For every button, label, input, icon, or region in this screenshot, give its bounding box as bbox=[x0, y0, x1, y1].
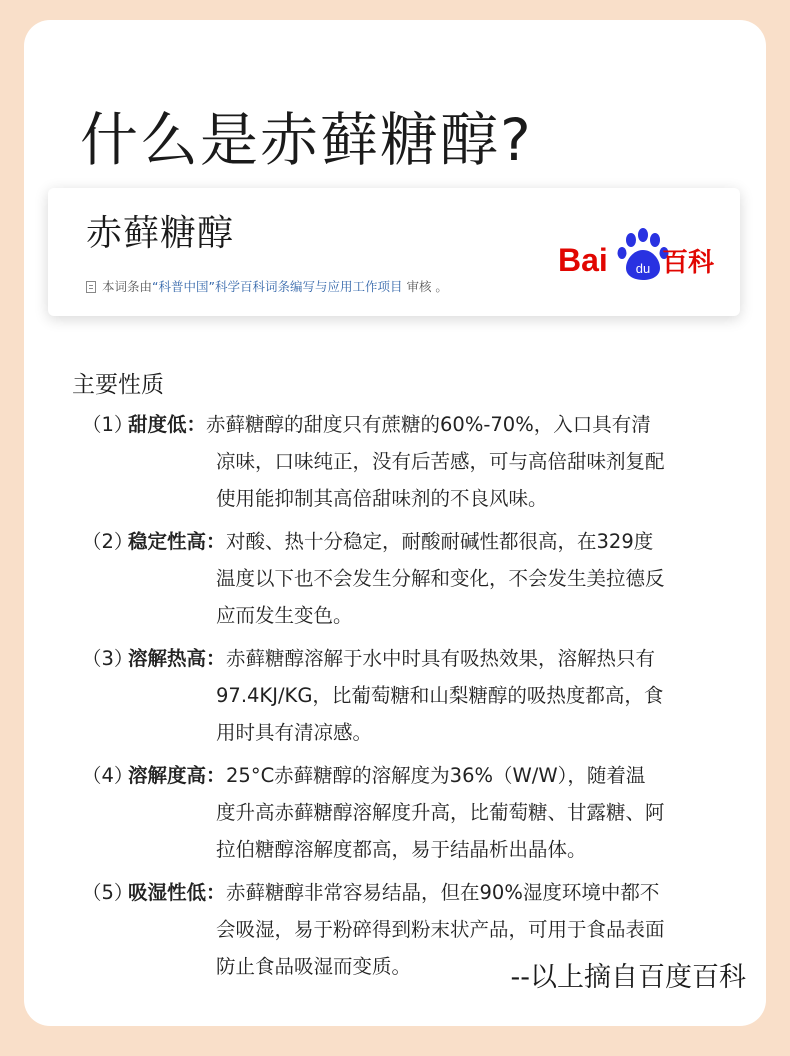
property-item bbox=[82, 523, 742, 634]
property-number: （3） bbox=[82, 647, 134, 670]
description-line: 用时具有清凉感。 bbox=[216, 721, 373, 744]
description-line: 25°C赤藓糖醇的溶解度为36%（W/W），随着温 bbox=[226, 764, 646, 787]
review-prefix: 本词条由 bbox=[102, 279, 153, 294]
property-description bbox=[216, 523, 742, 634]
page-title: 什么是赤藓糖醇? bbox=[80, 106, 533, 174]
property-name: 吸湿性低： bbox=[128, 881, 226, 904]
review-note bbox=[86, 278, 448, 296]
property-description bbox=[216, 640, 742, 751]
description-line: 对酸、热十分稳定，耐酸耐碱性都很高，在329度 bbox=[226, 530, 654, 553]
property-list bbox=[82, 406, 742, 991]
property-name: 溶解度高： bbox=[128, 764, 226, 787]
property-name: 甜度低： bbox=[128, 413, 207, 436]
source-attribution: --以上摘自百度百科 bbox=[510, 962, 746, 993]
property-item bbox=[82, 640, 742, 751]
property-name: 溶解热高： bbox=[128, 647, 226, 670]
document-icon bbox=[86, 281, 96, 293]
section-heading: 主要性质 bbox=[72, 372, 164, 398]
property-number: （2） bbox=[82, 530, 134, 553]
content-card bbox=[24, 20, 766, 1026]
property-description bbox=[216, 757, 742, 868]
property-description bbox=[206, 406, 742, 517]
description-line: 赤藓糖醇溶解于水中时具有吸热效果，溶解热只有 bbox=[226, 647, 656, 670]
description-line: 凉味，口味纯正，没有后苦感，可与高倍甜味剂复配 bbox=[216, 450, 665, 473]
description-line: 使用能抑制其高倍甜味剂的不良风味。 bbox=[216, 487, 548, 510]
review-suffix: 审核 。 bbox=[402, 279, 448, 294]
description-line: 会吸湿，易于粉碎得到粉末状产品，可用于食品表面 bbox=[216, 918, 665, 941]
property-item bbox=[82, 406, 742, 517]
description-line: 应而发生变色。 bbox=[216, 604, 353, 627]
property-item bbox=[82, 757, 742, 868]
property-name: 稳定性高： bbox=[128, 530, 226, 553]
property-number: （5） bbox=[82, 881, 134, 904]
logo-du-text: du bbox=[635, 261, 651, 276]
baike-entry-box bbox=[48, 188, 740, 316]
baike-term: 赤藓糖醇 bbox=[86, 213, 235, 254]
description-line: 97.4KJ/KG，比葡萄糖和山梨糖醇的吸热度都高，食 bbox=[216, 684, 664, 707]
description-line: 防止食品吸湿而变质。 bbox=[216, 955, 412, 978]
description-line: 温度以下也不会发生分解和变化，不会发生美拉德反 bbox=[216, 567, 665, 590]
property-number: （4） bbox=[82, 764, 134, 787]
description-line: 度升高赤藓糖醇溶解度升高，比葡萄糖、甘露糖、阿 bbox=[216, 801, 665, 824]
baidu-baike-logo bbox=[558, 228, 718, 286]
review-link[interactable]: “科普中国”科学百科词条编写与应用工作项目 bbox=[152, 279, 403, 294]
description-line: 拉伯糖醇溶解度都高，易于结晶析出晶体。 bbox=[216, 838, 587, 861]
description-line: 赤藓糖醇的甜度只有蔗糖的60%-70%，入口具有清 bbox=[206, 413, 651, 436]
property-number: （1） bbox=[82, 413, 134, 436]
logo-bai-text: Bai bbox=[558, 242, 608, 278]
logo-baike-text: 百科 bbox=[662, 248, 715, 278]
description-line: 赤藓糖醇非常容易结晶，但在90%湿度环境中都不 bbox=[226, 881, 660, 904]
